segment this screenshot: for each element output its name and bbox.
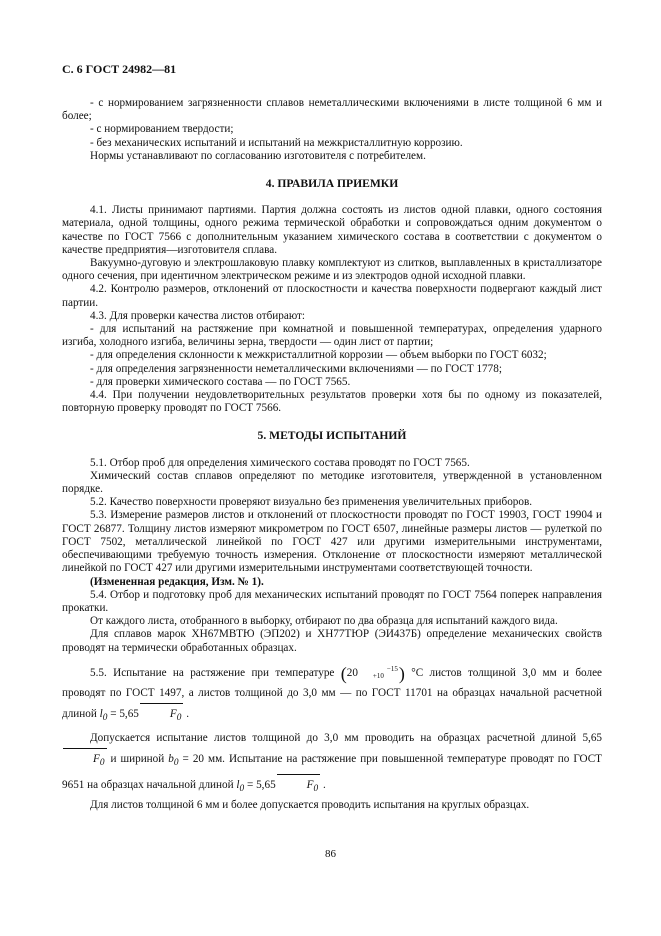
intro-note: Нормы устанавливают по согласованию изготовителя с потребителем. — [90, 149, 426, 162]
intro-item: - без механических испытаний и испытаний на межкристаллитную коррозию. — [90, 136, 463, 149]
sqrt-f0: $F_0$ — [63, 748, 107, 773]
paragraph-4-3: 4.3. Для проверки качества листов отбирают: — [90, 309, 306, 322]
paragraph-5-1-b: Химический состав сплавов определяют по методике изготовителя, утвержденной в установленном порядке. — [62, 469, 602, 496]
formula-b0: $b_0$ — [168, 753, 179, 769]
paragraph-4-4: 4.4. При получении неудовлетворительных результатов проверки хотя бы по одному из показателей, повторную проверку проводят по ГОСТ 7566. — [62, 389, 602, 415]
list-item: - для испытаний на растяжение при комнатной и повышенной температурах, определения ударного изгиба, холодного изгиба, величины зерна, твердости — один лист от партии; — [62, 323, 602, 349]
temp-close-paren: ) — [398, 663, 405, 684]
list-item: - для определения загрязненности неметаллическими включениями — по ГОСТ 1778; — [90, 362, 502, 375]
paragraph-5-4-c: Для сплавов марок ХН67МВТЮ (ЭП202) и ХН77ТЮР (ЭИ437Б) определение механических свойств проводят на термически обработанных образцах. — [62, 628, 602, 654]
paragraph-5-5: 5.5. Испытание на растяжение при температуре (20 −15 +10 ) °С листов толщиной 3,0 мм и более проводят по ГОСТ 1497, а листов толщиной до 3,0 мм — по ГОСТ 11701 на образцах начальной расчетной длиной $l_0 = 5,65$ $F_0$ . — [62, 663, 602, 729]
paragraph-5-4-b: От каждого листа, отобранного в выборку, отбирают по два образца для испытаний каждого вида. — [90, 615, 558, 628]
intro-item: - с нормированием загрязненности сплавов неметаллическими включениями в листе толщиной 6 мм и более; — [62, 97, 602, 123]
intro-item: - с нормированием твердости; — [90, 123, 234, 136]
paragraph-4-2: 4.2. Контролю размеров, отклонений от плоскостности и качества поверхности подвергают каждый лист партии. — [62, 283, 602, 309]
list-item: - для определения склонности к межкристаллитной коррозии — объем выборки по ГОСТ 6032; — [90, 349, 547, 362]
tol-up: −15 — [386, 665, 398, 674]
temp-open-paren: ( — [340, 663, 347, 684]
formula-l0: $l_0$ — [99, 708, 108, 724]
section-5-title: 5. МЕТОДЫ ИСПЫТАНИЙ — [257, 429, 407, 443]
formula-l0: $l_0$ — [236, 778, 245, 794]
paragraph-5-5-c: Для листов толщиной 6 мм и более допускается проводить испытания на круглых образцах. — [90, 798, 530, 811]
sqrt-f0: $F_0$ — [277, 774, 321, 799]
sqrt-f0: $F_0$ — [140, 703, 184, 728]
p55-text-a: 5.5. Испытание на растяжение при температуре — [90, 666, 335, 679]
document-body — [62, 97, 602, 812]
p55b-text-b: и шириной — [110, 753, 165, 766]
list-item: - для проверки химического состава — по ГОСТ 7565. — [90, 375, 351, 388]
section-4-title: 4. ПРАВИЛА ПРИЕМКИ — [265, 177, 399, 191]
paragraph-4-1: 4.1. Листы принимают партиями. Партия должна состоять из листов одной плавки, одного состояния материала, одной толщины, одного режима термической обработки и сопровождаться одним документом о качестве по ГОСТ 7566 с дополнительным указанием химического состава в соответствии с документом о качестве предприятия—изготовителя сплава. — [62, 204, 602, 256]
paragraph-5-1: 5.1. Отбор проб для определения химического состава проводят по ГОСТ 7565. — [90, 456, 470, 469]
paragraph-5-3: 5.3. Измерение размеров листов и отклонений от плоскостности проводят по ГОСТ 19903, ГОСТ 19904 и ГОСТ 26877. Толщину листов измеряют микрометром по ГОСТ 6507, линейные размеры листов — рулеткой по ГОСТ 7502, металлической линейкой по ГОСТ 427 или другими измерительными инструментами, обеспечивающими требуемую точность измерения. Отклонение от плоскостности измеряют металлической линейкой по ГОСТ 427 или другими измерительными инструментами соответствующей точности. — [62, 509, 602, 575]
paragraph-4-1-b: Вакуумно-дуговую и электрошлаковую плавку комплектуют из слитков, выплавленных в кристаллизаторе одного сечения, при идентичном электрическом режиме и из электродов одной исходной плавки. — [62, 257, 602, 283]
formula-coef: 5,65 — [582, 732, 603, 745]
amendment-note: (Измененная редакция, Изм. № 1). — [90, 575, 264, 588]
paragraph-5-2: 5.2. Качество поверхности проверяют визуально без применения увеличительных приборов. — [90, 496, 533, 509]
formula-eq: = 5,65 — [246, 778, 276, 791]
temp-tolerance — [359, 666, 398, 680]
page-number: 86 — [325, 848, 336, 860]
p55-text-b: °С листов толщиной 3,0 мм и более проводят по ГОСТ 1497, а листов толщиной до 3,0 мм — по ГОСТ 11701 на образцах начальной расчетной длиной — [62, 666, 603, 721]
page-header: С. 6 ГОСТ 24982—81 — [62, 62, 177, 76]
formula-eq: = 5,65 — [110, 708, 139, 721]
tol-down: +10 — [372, 672, 384, 681]
paragraph-5-5-b: Допускается испытание листов толщиной до 3,0 мм проводить на образцах расчетной длиной $5,65F_0$ и шириной $b_0 = 20$ мм. Испытание на растяжение при повышенной температуре проводят по ГОСТ 9651 на образцах начальной длиной $l_0 = 5,65$ $F_0$ . — [62, 728, 602, 798]
paragraph-5-4: 5.4. Отбор и подготовку проб для механических испытаний проводят по ГОСТ 7564 поперек направления прокатки. — [62, 588, 602, 614]
p55b-text-a: Допускается испытание листов толщиной до 3,0 мм проводить на образцах расчетной длиной — [90, 732, 577, 745]
p55b-text-c: = 20 мм. Испытание на растяжение при повышенной температуре проводят по — [182, 753, 570, 766]
temp-value: 20 — [346, 666, 358, 679]
p55b-text-d: ГОСТ 9651 на образцах начальной длиной — [62, 753, 603, 791]
